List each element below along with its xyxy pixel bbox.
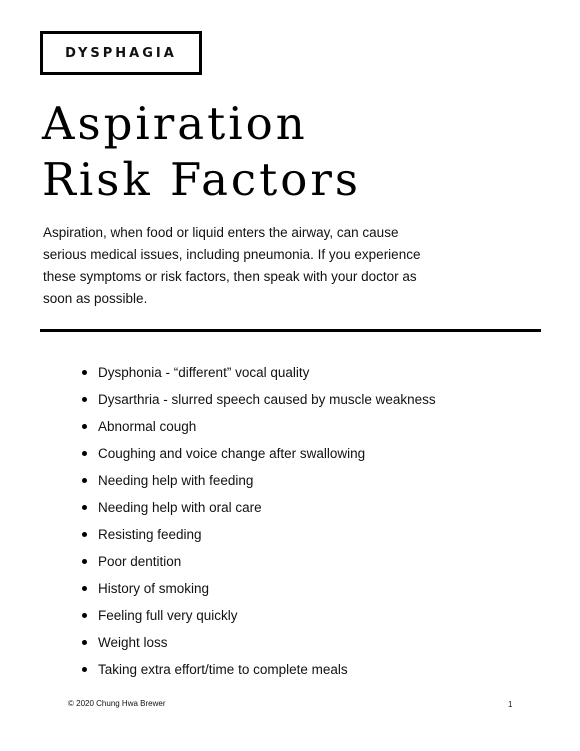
list-item-label: Dysarthria - slurred speech caused by muscle weakness <box>98 392 436 407</box>
category-tag: DYSPHAGIA <box>65 45 177 61</box>
list-item-label: Needing help with oral care <box>98 500 262 515</box>
bullet-icon <box>82 613 87 618</box>
page-number: 1 <box>508 700 513 709</box>
list-item <box>80 440 436 467</box>
bullet-icon <box>82 586 87 591</box>
list-item <box>80 575 436 602</box>
footer-copyright: © 2020 Chung Hwa Brewer <box>68 699 166 708</box>
list-item <box>80 413 436 440</box>
bullet-icon <box>82 559 87 564</box>
list-item-label: Coughing and voice change after swallowing <box>98 446 366 461</box>
bullet-icon <box>82 640 87 645</box>
list-item <box>80 359 436 386</box>
page-title <box>42 96 361 208</box>
bullet-icon <box>82 667 87 672</box>
list-item <box>80 629 436 656</box>
bullet-icon <box>82 451 87 456</box>
list-item <box>80 521 436 548</box>
list-item <box>80 386 436 413</box>
list-item <box>80 467 436 494</box>
bullet-icon <box>82 424 87 429</box>
list-item-label: Feeling full very quickly <box>98 608 238 623</box>
list-item-label: Needing help with feeding <box>98 473 254 488</box>
bullet-icon <box>82 505 87 510</box>
list-item <box>80 602 436 629</box>
list-item-label: Dysphonia - “different” vocal quality <box>98 365 310 380</box>
bullet-icon <box>82 532 87 537</box>
list-item <box>80 494 436 521</box>
section-divider <box>40 329 541 332</box>
risk-factor-list <box>80 359 436 683</box>
category-tag-box <box>40 31 202 75</box>
page-title-line-1: Aspiration <box>42 97 308 150</box>
list-item <box>80 656 436 683</box>
bullet-icon <box>82 370 87 375</box>
page-title-line-2: Risk Factors <box>42 153 361 206</box>
list-item-label: Poor dentition <box>98 554 182 569</box>
bullet-icon <box>82 478 87 483</box>
intro-paragraph: Aspiration, when food or liquid enters the airway, can cause serious medical issues, including pneumonia. If you experience these symptoms or risk factors, then speak with your doctor as soon as possible. <box>43 225 421 306</box>
bullet-icon <box>82 397 87 402</box>
list-item-label: Abnormal cough <box>98 419 197 434</box>
list-item-label: Resisting feeding <box>98 527 202 542</box>
list-item-label: Taking extra effort/time to complete meals <box>98 662 348 677</box>
list-item-label: History of smoking <box>98 581 210 596</box>
list-item <box>80 548 436 575</box>
list-item-label: Weight loss <box>98 635 168 650</box>
